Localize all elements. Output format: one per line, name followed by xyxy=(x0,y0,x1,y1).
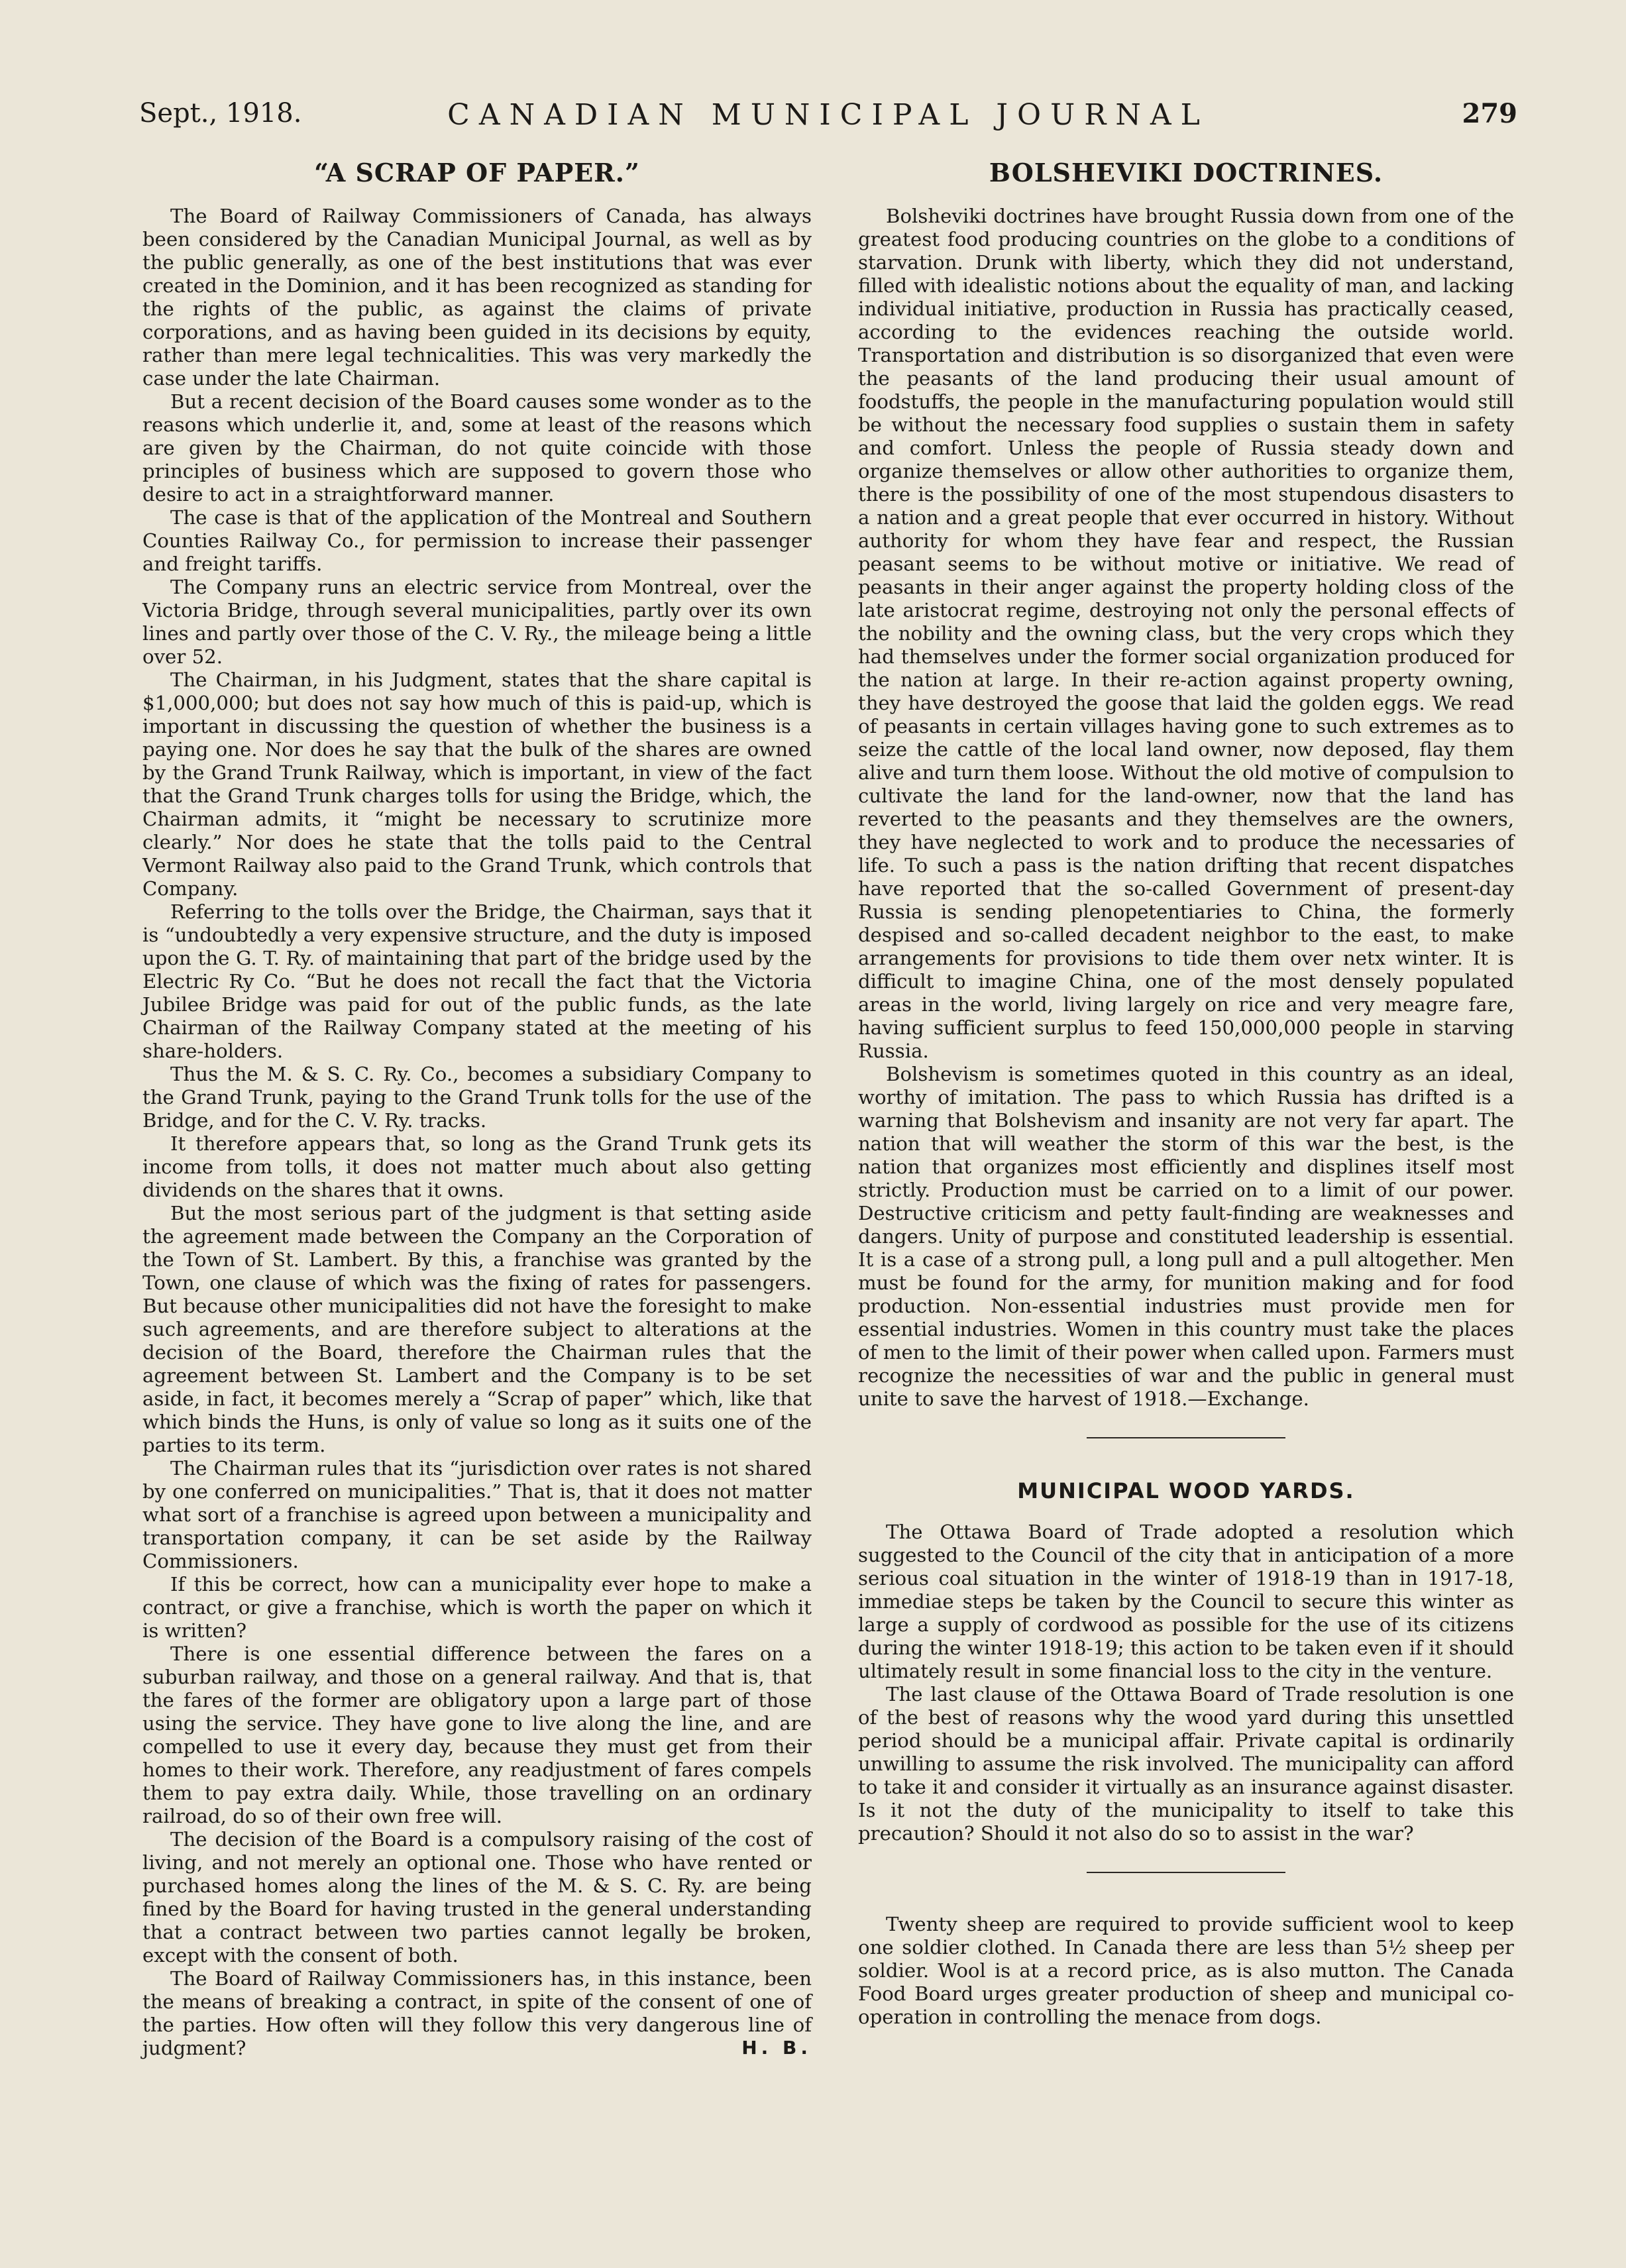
paragraph: But a recent decision of the Board causes some wonder as to the reasons which underlie it, and, some at least of the reasons which are given by the Chairman, do not quite coincide with those principles of business which are supposed to govern those who desire to act in a straightforward manner. xyxy=(142,390,812,506)
paragraph: But the most serious part of the judgment is that setting aside the agreement made between the Company an the Corporation of the Town of St. Lambert. By this, a franchise was granted by the Town, one clause of which was the fixing of rates for passengers. But because other municipalities did not have the foresight to make such agreements, and are therefore subject to alterations at the decision of the Board, therefore the Chairman rules that the agreement between St. Lambert and the Company is to be set aside, in fact, it becomes merely a “Scrap of paper” which, like that which binds the Huns, is only of value so long as it suits one of the parties to its term. xyxy=(142,1202,812,1456)
journal-title: CANADIAN MUNICIPAL JOURNAL xyxy=(447,98,1209,132)
paragraph: The Company runs an electric service from Montreal, over the Victoria Bridge, through several municipalities, partly over its own lines and partly over those of the C. V. Ry., the mileage being a little over 52. xyxy=(142,576,812,668)
paragraph: The Ottawa Board of Trade adopted a resolution which suggested to the Council of the city that in anticipation of a more serious coal situation in the winter of 1918-19 than in 1917-18, immediae steps be taken by the Council to secure this winter as large a supply of cordwood as possible for the use of its citizens during the winter 1918-19; this action to be taken even if it should ultimately result in some financial loss to the city in the venture. xyxy=(858,1521,1514,1682)
sheep-note xyxy=(858,1913,1514,2029)
issue-date: Sept., 1918. xyxy=(139,98,302,129)
paragraph: The last clause of the Ottawa Board of Trade resolution is one of the best of reasons why the wood yard during this unsettled period should be a municipal affair. Private capital is ordinarily unwilling to assume the risk involved. The municipality can afford to take it and consider it virtually as an insurance against disaster. Is it not the duty of the municipality to itself to take this precaution? Should it not also do so to assist in the war? xyxy=(858,1683,1514,1845)
paragraph: The Chairman rules that its “jurisdiction over rates is not shared by one conferred on municipalities.” That is, that it does not matter what sort of a franchise is agreed upon between a municipality and transportation company, it can be set aside by the Railway Commissioners. xyxy=(142,1457,812,1572)
paragraph: The Chairman, in his Judgment, states that the share capital is $1,000,000; but does not say how much of this is paid-up, which is important in discussing the question of whether the business is a paying one. Nor does he say that the bulk of the shares are owned by the Grand Trunk Railway, which is important, in view of the fact that the Grand Trunk charges tolls for using the Bridge, which, the Chairman admits, it “might be necessary to scrutinize more clearly.” Nor does he state that the tolls paid to the Central Vermont Railway also paid to the Grand Trunk, which controls that Company. xyxy=(142,669,812,900)
right-column xyxy=(858,158,1514,2029)
paragraph: Bolshevism is sometimes quoted in this country as an ideal, worthy of imitation. The pass to which Russia has drifted is a warning that Bolshevism and insanity are not very far apart. The nation that will weather the storm of this war the best, is the nation that organizes most efficiently and displines itself most strictly. Production must be carried on to a limit of our power. Destructive criticism and petty fault-finding are weaknesses and dangers. Unity of purpose and constituted leadership is essential. It is a case of a strong pull, a long pull and a pull altogether. Men must be found for the army, for munition making and for food production. Non-essential industries must provide men for essential industries. Women in this country must take the places of men to the limit of their power when called upon. Farmers must recognize the necessities of war and the public in general must unite to save the harvest of 1918.—Exchange. xyxy=(858,1063,1514,1410)
paragraph: Referring to the tolls over the Bridge, the Chairman, says that it is “undoubtedly a very expensive structure, and the duty is imposed upon the G. T. Ry. of maintaining that part of the bridge used by the Electric Ry Co. “But he does not recall the fact that the Victoria Jubilee Bridge was paid for out of the public funds, as the late Chairman of the Railway Company stated at the meeting of his share-holders. xyxy=(142,900,812,1062)
paragraph: Bolsheviki doctrines have brought Russia down from one of the greatest food producing countries on the globe to a conditions of starvation. Drunk with liberty, which they did not understand, filled with idealistic notions about the equality of man, and lacking individual initiative, production in Russia has practically ceased, according to the evidences reaching the outside world. Transportation and distribution is so disorganized that even were the peasants of the land producing their usual amount of foodstuffs, the people in the manufacturing population would still be without the necessary food supplies o sustain them in safety and comfort. Unless the people of Russia steady down and organize themselves or allow other authorities to organize them, there is the possibility of one of the most stupendous disasters to a nation and a great people that ever occurred in history. Without authority for whom they have fear and respect, the Russian peasant seems to be without motive or initiative. We read of peasants in their anger against the property holding closs of the late aristocrat regime, destroying not only the personal effects of the nobility and the owning class, but the very crops which they had themselves under the former social organization produced for the nation at large. In their re-action against property owning, they have destroyed the goose that laid the golden eggs. We read of peasants in certain villages having gone to such extremes as to seize the cattle of the local land owner, now deposed, flay them alive and turn them loose. Without the old motive of compulsion to cultivate the land for the land-owner, now that the land has reverted to the peasants and they themselves are the owners, they have neglected to work and to produce the necessaries of life. To such a pass is the nation drifting that recent dispatches have reported that the so-called Government of present-day Russia is sending plenopetentiaries to China, the formerly despised and so-called decadent neighbor to the east, to make arrangements for provisions to tide them over netx winter. It is difficult to imagine China, one of the most densely populated areas in the world, living largely on rice and very meagre fare, having sufficient surplus to feed 150,000,000 people in starving Russia. xyxy=(858,205,1514,1062)
page-number: 279 xyxy=(1462,98,1517,129)
author-signature: H. B. xyxy=(741,2037,812,2059)
left-column xyxy=(142,158,812,2059)
paragraph: The case is that of the application of the Montreal and Southern Counties Railway Co., for permission to increase their passenger and freight tariffs. xyxy=(142,506,812,575)
scrap-of-paper-body xyxy=(142,205,812,2059)
paragraph: The Board of Railway Commissioners of Canada, has always been considered by the Canadian Municipal Journal, as well as by the public generally, as one of the best institutions that was ever created in the Dominion, and it has been recognized as standing for the rights of the public, as against the claims of private corporations, and as having been guided in its decisions by equity, rather than mere legal technicalities. This was very markedly the case under the late Chairman. xyxy=(142,205,812,390)
wood-yards-title: MUNICIPAL WOOD YARDS. xyxy=(1017,1478,1355,1503)
paragraph: It therefore appears that, so long as the Grand Trunk gets its income from tolls, it does not matter much about also getting dividends on the shares that it owns. xyxy=(142,1132,812,1201)
running-head xyxy=(139,98,1517,138)
paragraph: The decision of the Board is a compulsory raising of the cost of living, and not merely an optional one. Those who have rented or purchased homes along the lines of the M. & S. C. Ry. are being fined by the Board for having trusted in the general understanding that a contract between two parties cannot legally be broken, except with the consent of both. xyxy=(142,1828,812,1967)
bolsheviki-title: BOLSHEVIKI DOCTRINES. xyxy=(989,158,1383,188)
paragraph: Thus the M. & S. C. Ry. Co., becomes a subsidiary Company to the Grand Trunk, paying to the Grand Trunk tolls for the use of the Bridge, and for the C. V. Ry. tracks. xyxy=(142,1063,812,1132)
paragraph: There is one essential difference between the fares on a suburban railway, and those on a general railway. And that is, that the fares of the former are obligatory upon a large part of those using the service. They have gone to live along the line, and are compelled to use it every day, because they must get from their homes to their work. Therefore, any readjustment of fares compels them to pay extra daily. While, those travelling on an ordinary railroad, do so of their own free will. xyxy=(142,1643,812,1827)
paragraph: The Board of Railway Commissioners has, in this instance, been the means of breaking a contract, in spite of the consent of one of the parties. How often will they follow this very dangerous line of judgment? xyxy=(142,1967,812,2059)
paragraph: Twenty sheep are required to provide sufficient wool to keep one soldier clothed. In Canada there are less than 5½ sheep per soldier. Wool is at a record price, as is also mutton. The Canada Food Board urges greater production of sheep and municipal co-operation in controlling the menace from dogs. xyxy=(858,1913,1514,2028)
section-divider xyxy=(1087,1872,1285,1873)
paragraph: If this be correct, how can a municipality ever hope to make a contract, or give a franchise, which is worth the paper on which it is written? xyxy=(142,1573,812,1642)
wood-yards-article xyxy=(858,1478,1514,1845)
bolsheviki-article xyxy=(858,158,1514,1411)
scrap-of-paper-title: “A SCRAP OF PAPER.” xyxy=(314,158,640,188)
section-divider xyxy=(1087,1437,1285,1438)
